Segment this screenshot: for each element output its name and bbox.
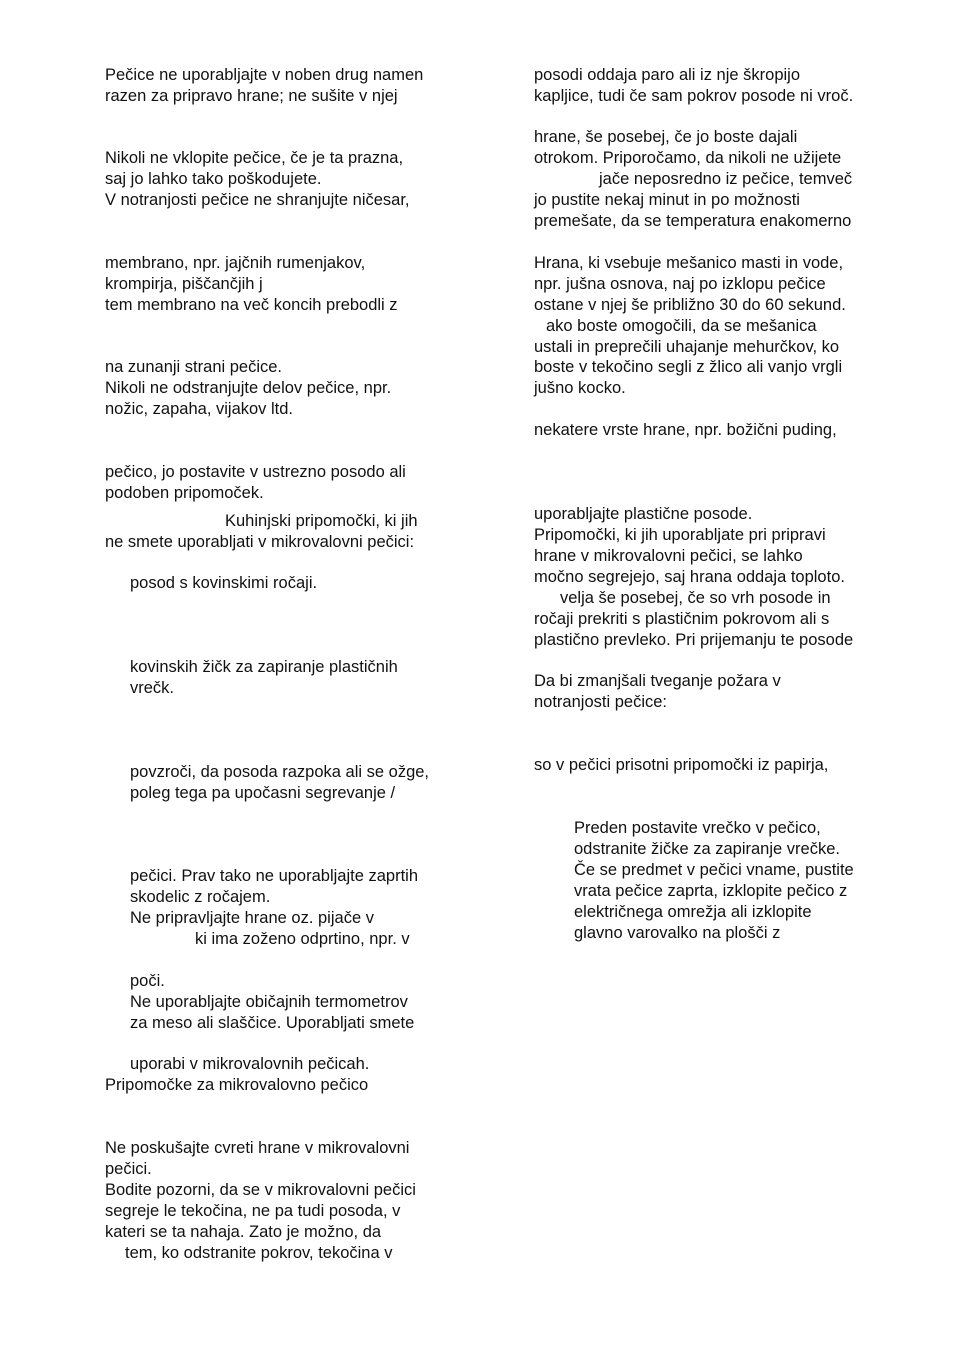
list-item: povzroči, da posoda razpoka ali se ožge, bbox=[130, 763, 430, 781]
text-line: boste v tekočino segli z žlico ali vanjo vrgli bbox=[534, 358, 843, 376]
text-line: hrane v mikrovalovni pečici, se lahko bbox=[534, 547, 803, 565]
text-line: jače neposredno iz pečice, temveč bbox=[599, 170, 853, 188]
text-line: notranjosti pečice: bbox=[534, 693, 667, 711]
text-line: Nikoli ne odstranjujte delov pečice, npr. bbox=[105, 379, 392, 397]
list-item: poleg tega pa upočasni segrevanje / bbox=[130, 784, 396, 802]
list-item: vrečk. bbox=[130, 679, 175, 697]
section-heading: ne smete uporabljati v mikrovalovni pečici: bbox=[105, 533, 415, 551]
text-line: na zunanji strani pečice. bbox=[105, 358, 283, 376]
text-line: ako boste omogočili, da se mešanica bbox=[546, 317, 817, 335]
text-line: hrane, še posebej, če jo boste dajali bbox=[534, 128, 798, 146]
list-item: električnega omrežja ali izklopite bbox=[574, 903, 812, 921]
list-item: kovinskih žičk za zapiranje plastičnih bbox=[130, 658, 398, 676]
text-line: plastično prevleko. Pri prijemanju te posode bbox=[534, 631, 854, 649]
list-item: Če se predmet v pečici vname, pustite bbox=[574, 861, 854, 879]
list-item: pečici. Prav tako ne uporabljajte zaprtih bbox=[130, 867, 418, 885]
text-line: Nikoli ne vklopite pečice, če je ta prazna, bbox=[105, 149, 404, 167]
text-line: uporabljajte plastične posode. bbox=[534, 505, 753, 523]
text-line: Pečice ne uporabljajte v noben drug namen bbox=[105, 66, 424, 84]
list-item: vrata pečice zaprta, izklopite pečico z bbox=[574, 882, 848, 900]
text-line: velja še posebej, če so vrh posode in bbox=[560, 589, 831, 607]
list-item: glavno varovalko na plošči z bbox=[574, 924, 781, 942]
text-line: segreje le tekočina, ne pa tudi posoda, v bbox=[105, 1202, 401, 1220]
list-item: odstranite žičke za zapiranje vrečke. bbox=[574, 840, 840, 858]
list-item: uporabi v mikrovalovnih pečicah. bbox=[130, 1055, 370, 1073]
text-line: močno segrejejo, saj hrana oddaja toploto. bbox=[534, 568, 845, 586]
list-item: ki ima zoženo odprtino, npr. v bbox=[195, 930, 410, 948]
text-line: podoben pripomoček. bbox=[105, 484, 264, 502]
list-item: Ne pripravljajte hrane oz. pijače v bbox=[130, 909, 374, 927]
text-line: tem, ko odstranite pokrov, tekočina v bbox=[125, 1244, 393, 1262]
list-item: poči. bbox=[130, 972, 165, 990]
text-line: premešate, da se temperatura enakomerno bbox=[534, 212, 852, 230]
text-line: tem membrano na več koncih prebodli z bbox=[105, 296, 398, 314]
text-line: Da bi zmanjšali tveganje požara v bbox=[534, 672, 781, 690]
list-item: Ne uporabljajte običajnih termometrov bbox=[130, 993, 408, 1011]
text-line: saj jo lahko tako poškodujete. bbox=[105, 170, 322, 188]
text-line: Bodite pozorni, da se v mikrovalovni pečici bbox=[105, 1181, 416, 1199]
text-line: nožic, zapaha, vijakov ltd. bbox=[105, 400, 294, 418]
text-line: membrano, npr. jajčnih rumenjakov, bbox=[105, 254, 366, 272]
section-heading: Kuhinjski pripomočki, ki jih bbox=[225, 512, 418, 530]
text-line: ostane v njej še približno 30 do 60 sekund. bbox=[534, 296, 846, 314]
list-item: za meso ali slaščice. Uporabljati smete bbox=[130, 1014, 415, 1032]
text-line: Pripomočke za mikrovalovno pečico bbox=[105, 1076, 369, 1094]
text-line: nekatere vrste hrane, npr. božični puding, bbox=[534, 421, 837, 439]
text-line: npr. jušna osnova, naj po izklopu pečice bbox=[534, 275, 826, 293]
text-line: posodi oddaja paro ali iz nje škropijo bbox=[534, 66, 800, 84]
text-line: pečici. bbox=[105, 1160, 152, 1178]
text-line: ročaji prekriti s plastičnim pokrovom ali s bbox=[534, 610, 830, 628]
text-line: krompirja, piščančjih j bbox=[105, 275, 263, 293]
text-line: so v pečici prisotni pripomočki iz papirja, bbox=[534, 756, 829, 774]
text-line: jušno kocko. bbox=[534, 379, 626, 397]
text-line: Hrana, ki vsebuje mešanico masti in vode, bbox=[534, 254, 844, 272]
text-line: pečico, jo postavite v ustrezno posodo ali bbox=[105, 463, 406, 481]
text-line: kapljice, tudi če sam pokrov posode ni vroč. bbox=[534, 87, 854, 105]
text-line: ustali in preprečili uhajanje mehurčkov, ko bbox=[534, 338, 840, 356]
text-line: razen za pripravo hrane; ne sušite v njej bbox=[105, 87, 398, 105]
text-line: kateri se ta nahaja. Zato je možno, da bbox=[105, 1223, 382, 1241]
text-line: V notranjosti pečice ne shranjujte ničesar, bbox=[105, 191, 410, 209]
text-line: Ne poskušajte cvreti hrane v mikrovalovni bbox=[105, 1139, 410, 1157]
text-line: jo pustite nekaj minut in po možnosti bbox=[534, 191, 800, 209]
list-item: skodelic z ročajem. bbox=[130, 888, 271, 906]
list-item: Preden postavite vrečko v pečico, bbox=[574, 819, 821, 837]
text-line: otrokom. Priporočamo, da nikoli ne užijete bbox=[534, 149, 842, 167]
list-item: posod s kovinskimi ročaji. bbox=[130, 574, 318, 592]
text-line: Pripomočki, ki jih uporabljate pri pripravi bbox=[534, 526, 826, 544]
